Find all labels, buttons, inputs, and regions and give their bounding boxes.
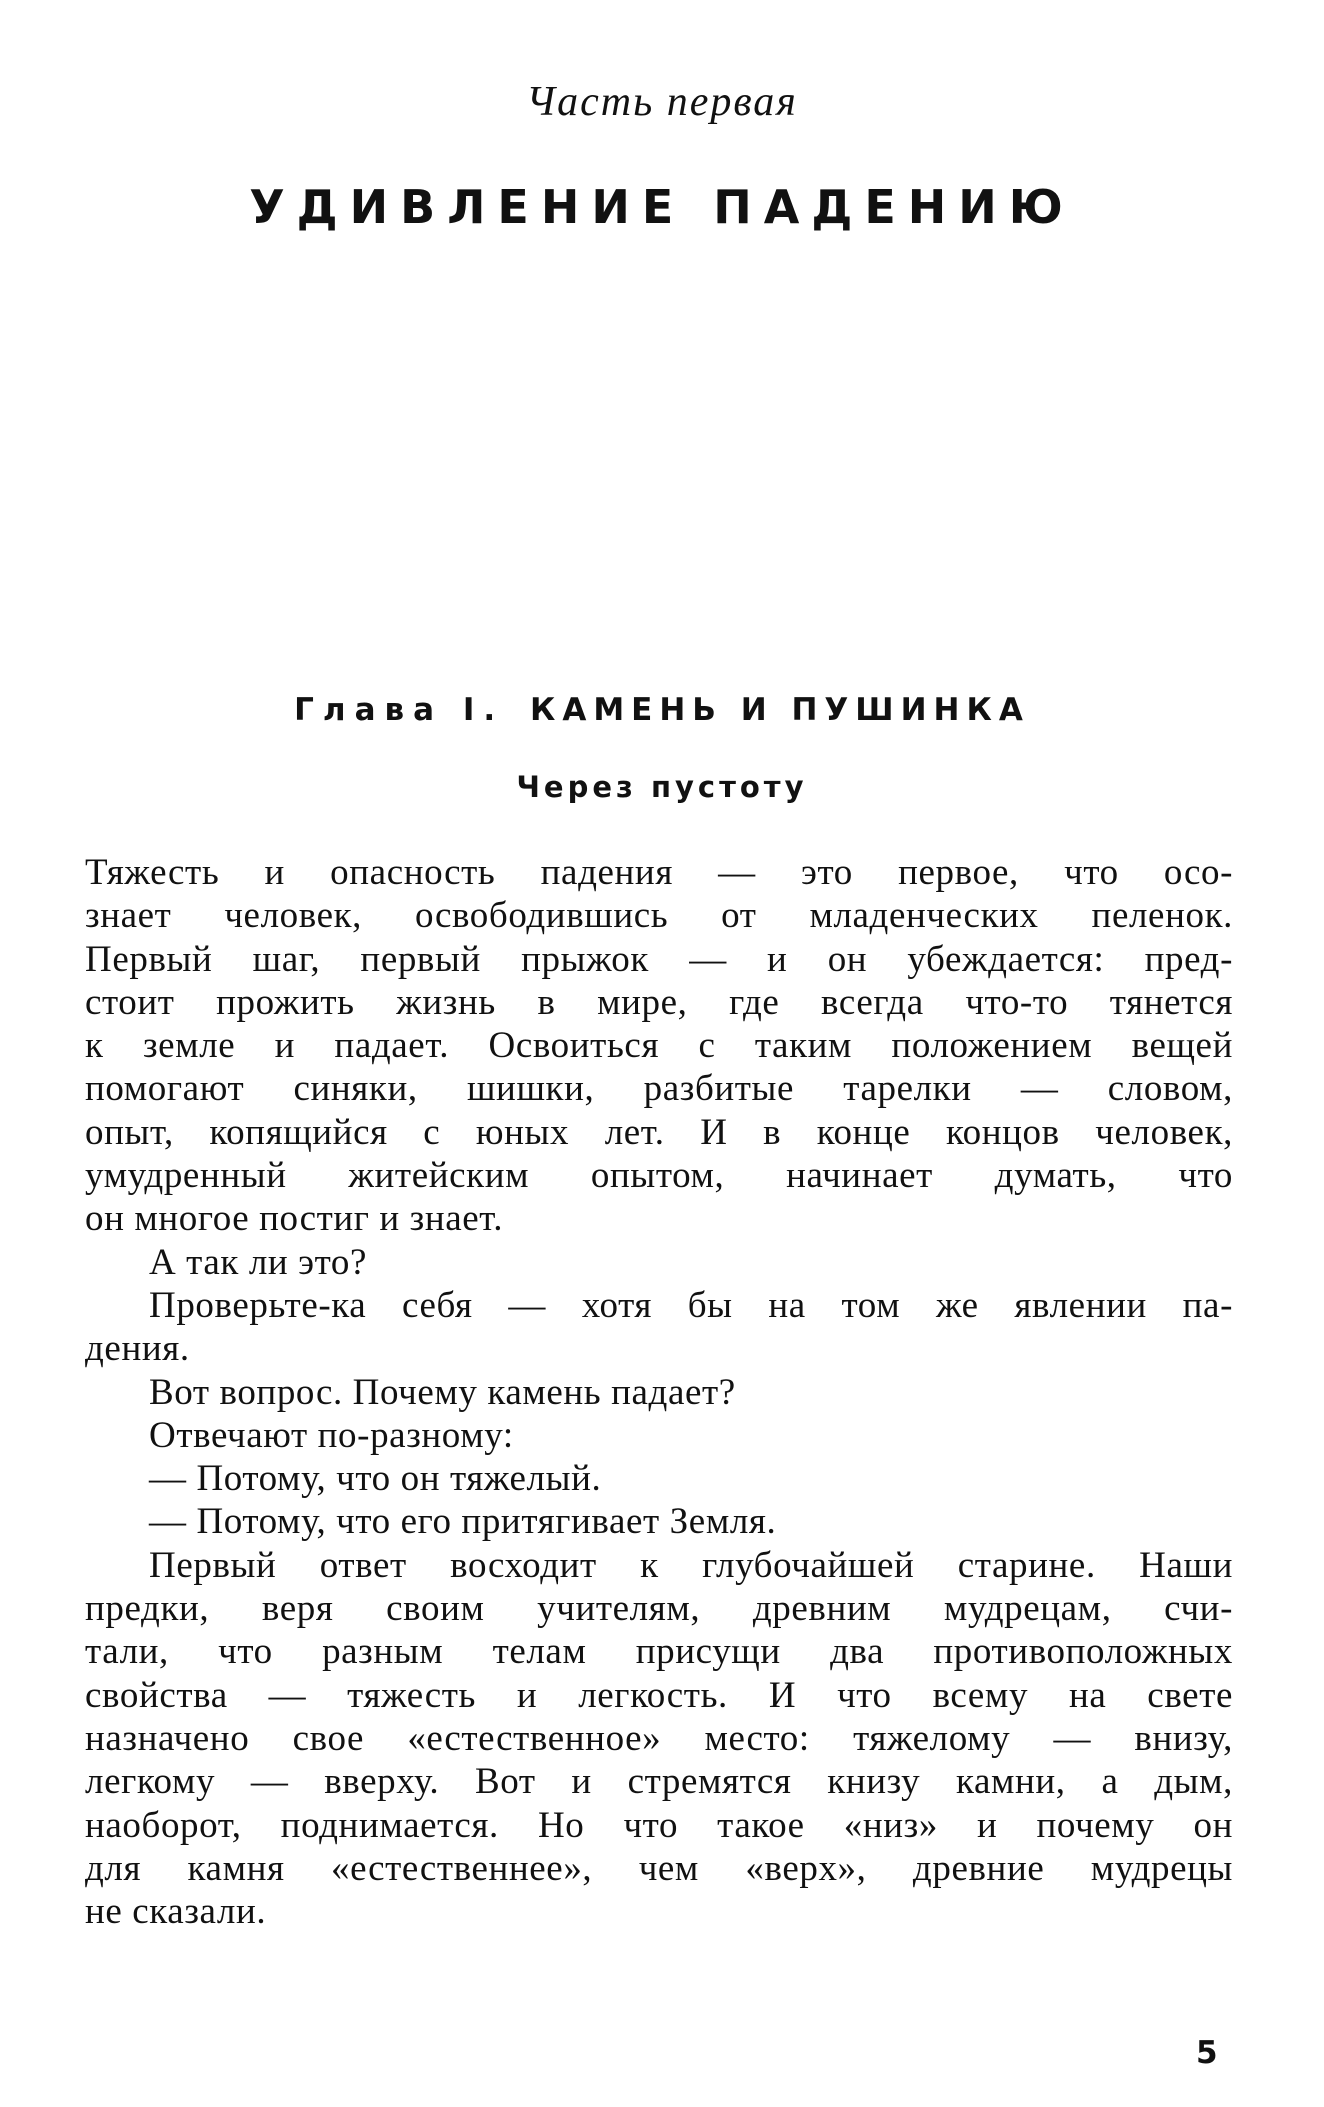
text-line: помогают синяки, шишки, разбитые тарелки — словом, xyxy=(85,1068,1233,1110)
text-line: к земле и падает. Освоиться с таким положением вещей xyxy=(85,1025,1233,1067)
chapter-title: КАМЕНЬ И ПУШИНКА xyxy=(530,692,1030,728)
text-line: А так ли это? xyxy=(149,1241,368,1283)
text-line: для камня «естественнее», чем «верх», древние мудрецы xyxy=(85,1847,1233,1889)
text-line: тали, что разным телам присущи два противоположных xyxy=(85,1631,1233,1673)
chapter-heading xyxy=(0,692,1324,728)
text-line: наоборот, поднимается. Но что такое «низ» и почему он xyxy=(85,1804,1233,1846)
text-line: дения. xyxy=(85,1328,190,1370)
text-line: стоит прожить жизнь в мире, где всегда что-то тянется xyxy=(85,981,1233,1023)
text-line: знает человек, освободившись от младенческих пеленок. xyxy=(85,895,1233,937)
text-line: предки, веря своим учителям, древним мудрецам, счи- xyxy=(85,1588,1233,1630)
text-line: Первый ответ восходит к глубочайшей старине. Наши xyxy=(149,1544,1233,1586)
body-text xyxy=(85,851,1233,1933)
part-label: Часть первая xyxy=(526,79,798,125)
text-line: легкому — вверху. Вот и стремятся книзу камни, а дым, xyxy=(85,1761,1233,1803)
section-heading: Через пустоту xyxy=(516,770,808,804)
text-line: Тяжесть и опасность падения — это первое, что осо- xyxy=(85,852,1233,893)
text-line: Первый шаг, первый прыжок — и он убеждается: пред- xyxy=(85,938,1233,980)
text-line: он многое постиг и знает. xyxy=(85,1198,504,1240)
text-line: свойства — тяжесть и легкость. И что всему на свете xyxy=(85,1674,1233,1716)
text-line: — Потому, что он тяжелый. xyxy=(149,1458,602,1500)
text-line: не сказали. xyxy=(85,1891,267,1933)
text-line: Вот вопрос. Почему камень падает? xyxy=(149,1371,736,1413)
text-line: опыт, копящийся с юных лет. И в конце концов человек, xyxy=(85,1111,1233,1153)
page-number: 5 xyxy=(1196,2035,1218,2071)
text-line: Отвечают по-разному: xyxy=(149,1414,514,1456)
text-line: — Потому, что его притягивает Земля. xyxy=(149,1501,777,1543)
text-line: Проверьте-ка себя — хотя бы на том же явлении па- xyxy=(149,1284,1233,1326)
chapter-label: Глава I. xyxy=(294,692,505,728)
text-line: назначено свое «естественное» место: тяжелому — внизу, xyxy=(85,1717,1233,1759)
part-title: УДИВЛЕНИЕ ПАДЕНИЮ xyxy=(249,180,1075,234)
text-line: умудренный житейским опытом, начинает думать, что xyxy=(85,1155,1233,1197)
